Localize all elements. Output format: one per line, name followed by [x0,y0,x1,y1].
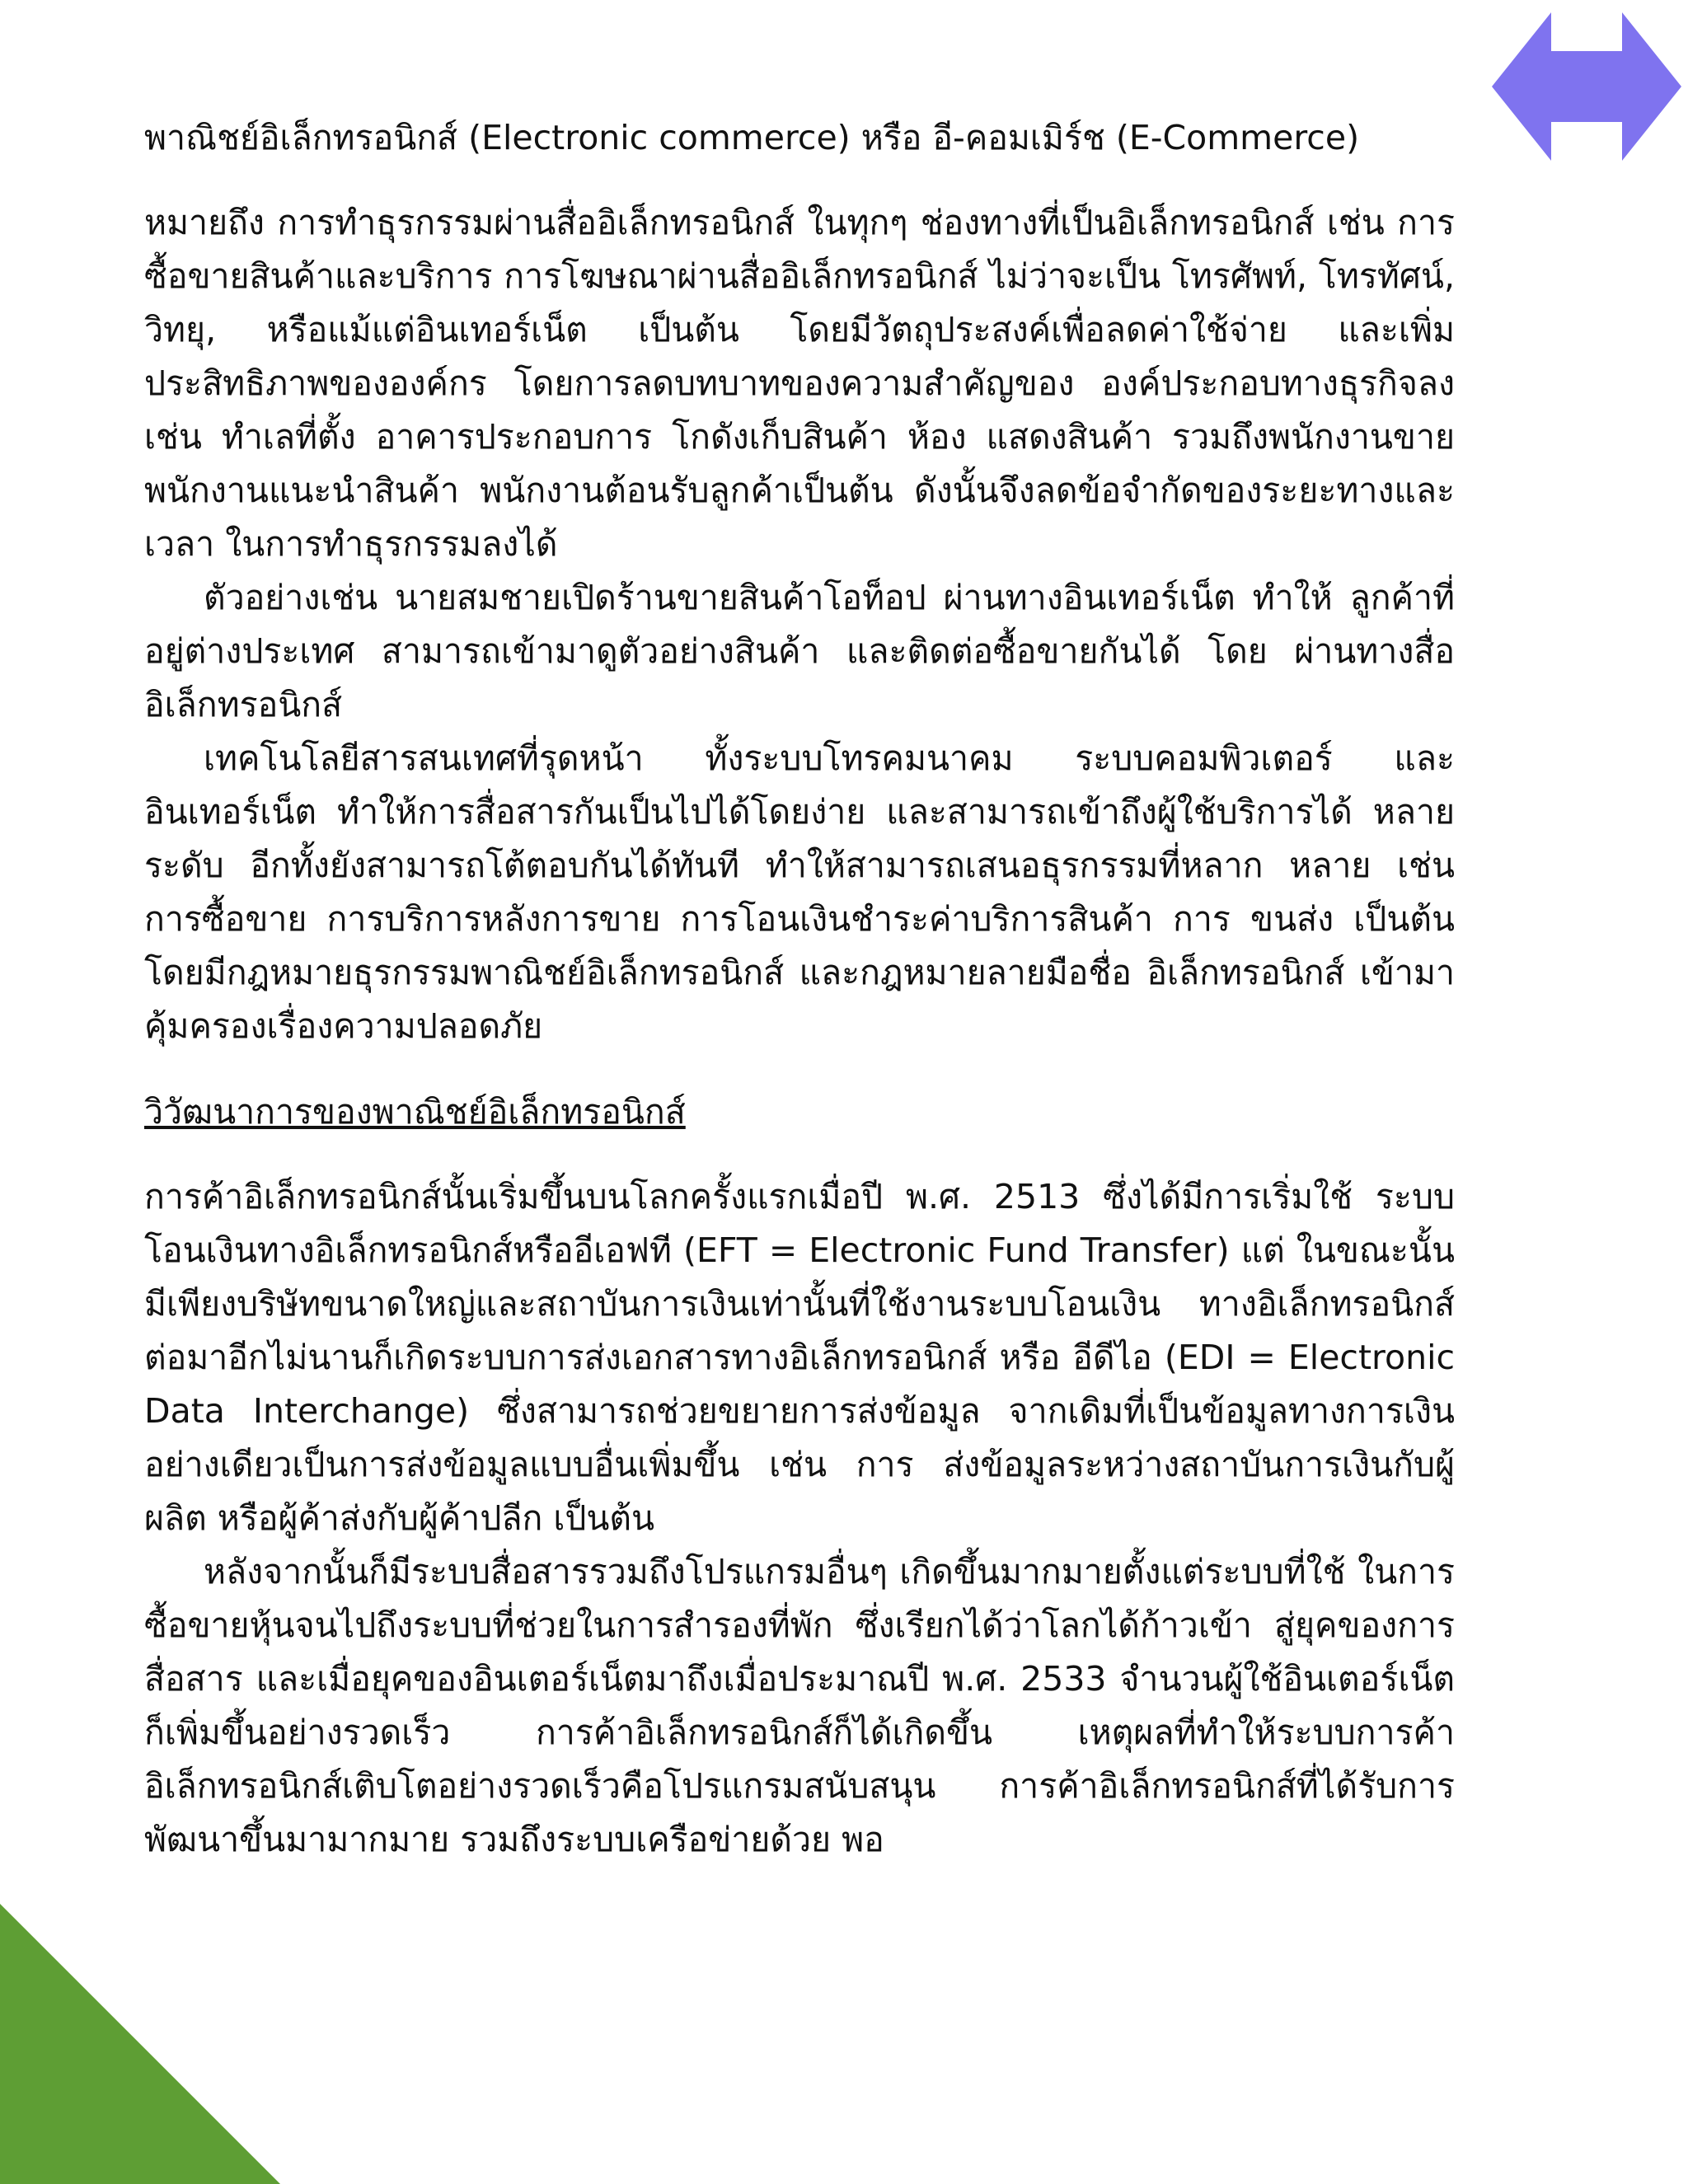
document-body [144,115,1455,1867]
double-arrow-shape [1492,12,1681,161]
paragraph-technology: เทคโนโลยีสารสนเทศที่รุดหน้า ทั้งระบบโทรคมนาคม ระบบคอมพิวเตอร์ และ อินเทอร์เน็ต ทำให้การสื่อสารกันเป็นไปได้โดยง่าย และสามารถเข้าถึงผู้ใช้บริการได้ หลายระดับ อีกทั้งยังสามารถโต้ตอบกันได้ทันที ทำให้สามารถเสนอธุรกรรมที่หลาก หลาย เช่น การซื้อขาย การบริการหลังการขาย การโอนเงินชำระค่าบริการสินค้า การ ขนส่ง เป็นต้น โดยมีกฎหมายธุรกรรมพาณิชย์อิเล็กทรอนิกส์ และกฎหมายลายมือชื่อ อิเล็กทรอนิกส์ เข้ามาคุ้มครองเรื่องความปลอดภัย [144,738,1455,1046]
double-arrow-icon[interactable] [1492,0,1681,173]
corner-triangle-shape [0,1904,280,2184]
paragraph-example: ตัวอย่างเช่น นายสมชายเปิดร้านขายสินค้าโอท็อป ผ่านทางอินเทอร์เน็ต ทำให้ ลูกค้าที่อยู่ต่างประเทศ สามารถเข้ามาดูตัวอย่างสินค้า และติดต่อซื้อขายกันได้ โดย ผ่านทางสื่ออิเล็กทรอนิกส์ [144,578,1455,724]
document-title: พาณิชย์อิเล็กทรอนิกส์ (Electronic commerce) หรือ อี-คอมเมิร์ช (E-Commerce) [144,118,1360,157]
paragraph-internet-era: หลังจากนั้นก็มีระบบสื่อสารรวมถึงโปรแกรมอื่นๆ เกิดขึ้นมากมายตั้งแต่ระบบที่ใช้ ในการซื้อขายหุ้นจนไปถึงระบบที่ช่วยในการสำรองที่พัก ซึ่งเรียกได้ว่าโลกได้ก้าวเข้า สู่ยุคของการสื่อสาร และเมื่อยุคของอินเตอร์เน็ตมาถึงเมื่อประมาณปี พ.ศ. 2533 จำนวนผู้ใช้อินเตอร์เน็ตก็เพิ่มขึ้นอย่างรวดเร็ว การค้าอิเล็กทรอนิกส์ก็ได้เกิดขึ้น เหตุผลที่ทำให้ระบบการค้าอิเล็กทรอนิกส์เติบโตอย่างรวดเร็วคือโปรแกรมสนับสนุน การค้าอิเล็กทรอนิกส์ที่ได้รับการพัฒนาขึ้นมามากมาย รวมถึงระบบเครือข่ายด้วย พอ [144,1552,1455,1859]
paragraph-history: การค้าอิเล็กทรอนิกส์นั้นเริ่มขึ้นบนโลกครั้งแรกเมื่อปี พ.ศ. 2513 ซึ่งได้มีการเริ่มใช้ ระบบโอนเงินทางอิเล็กทรอนิกส์หรืออีเอฟที (EFT = Electronic Fund Transfer) แต่ ในขณะนั้นมีเพียงบริษัทขนาดใหญ่และสถาบันการเงินเท่านั้นที่ใช้งานระบบโอนเงิน ทางอิเล็กทรอนิกส์ ต่อมาอีกไม่นานก็เกิดระบบการส่งเอกสารทางอิเล็กทรอนิกส์ หรือ อีดีไอ (EDI = Electronic Data Interchange) ซึ่งสามารถช่วยขยายการส่งข้อมูล จากเดิมที่เป็นข้อมูลทางการเงินอย่างเดียวเป็นการส่งข้อมูลแบบอื่นเพิ่มขึ้น เช่น การ ส่งข้อมูลระหว่างสถาบันการเงินกับผู้ผลิต หรือผู้ค้าส่งกับผู้ค้าปลีก เป็นต้น [144,1177,1455,1538]
paragraph-definition: หมายถึง การทำธุรกรรมผ่านสื่ออิเล็กทรอนิกส์ ในทุกๆ ช่องทางที่เป็นอิเล็กทรอนิกส์ เช่น การซื้อขายสินค้าและบริการ การโฆษณาผ่านสื่ออิเล็กทรอนิกส์ ไม่ว่าจะเป็น โทรศัพท์, โทรทัศน์, วิทยุ, หรือแม้แต่อินเทอร์เน็ต เป็นต้น โดยมีวัตถุประสงค์เพื่อลดค่าใช้จ่าย และเพิ่มประสิทธิภาพขององค์กร โดยการลดบทบาทของความสำคัญของ องค์ประกอบทางธุรกิจลง เช่น ทำเลที่ตั้ง อาคารประกอบการ โกดังเก็บสินค้า ห้อง แสดงสินค้า รวมถึงพนักงานขาย พนักงานแนะนำสินค้า พนักงานต้อนรับลูกค้าเป็นต้น ดังนั้นจึงลดข้อจำกัดของระยะทางและเวลา ในการทำธุรกรรมลงได้ [144,203,1455,564]
section-heading: วิวัฒนาการของพาณิชย์อิเล็กทรอนิกส์ [144,1092,686,1132]
green-corner-triangle [0,1904,280,2184]
